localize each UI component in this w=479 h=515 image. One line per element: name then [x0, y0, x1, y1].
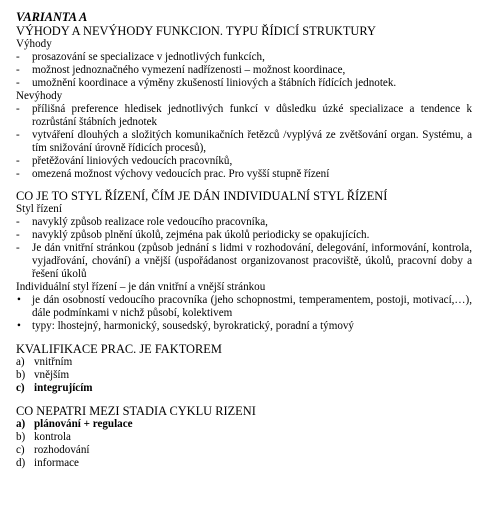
- spacer: [16, 181, 472, 189]
- list-item: - vytváření dlouhých a složitých komunikačních řetězců /vyplývá ze zvětšování organ. Systému, a tím snižování úrovně řídicích procesů),: [16, 129, 472, 154]
- list-item: • typy: lhostejný, harmonický, sousedský, byrokratický, poradní a týmový: [17, 320, 354, 332]
- list-item: - přílišná preference hledisek jednotlivých funkcí v důsledku úzké specializace a tendence k rozrůstání štábních jednotek: [16, 103, 472, 128]
- question-heading: KVALIFIKACE PRAC. JE FAKTOREM: [16, 342, 222, 356]
- dash-marker: -: [16, 51, 20, 63]
- answer-option: b) vnějším: [16, 369, 70, 381]
- dash-marker: -: [16, 64, 20, 76]
- question-heading: CO NEPATRI MEZI STADIA CYKLU RIZENI: [16, 404, 256, 418]
- dash-marker: -: [16, 168, 20, 180]
- list-item: - omezená možnost výchovy vedoucích prac. Pro vyšší stupně řízení: [16, 168, 330, 180]
- group-label: Styl řízení: [16, 203, 62, 215]
- spacer: [16, 333, 472, 342]
- bullet-marker: •: [17, 320, 21, 332]
- list-item: - umožnění koordinace a výměny zkušeností liniových a štábních řídících jednotek.: [16, 77, 397, 89]
- answer-option-correct: c) integrujícím: [16, 382, 93, 394]
- group-label: Nevýhody: [16, 90, 63, 102]
- dash-marker: -: [16, 103, 20, 115]
- dash-marker: -: [16, 129, 20, 141]
- list-item: - Je dán vnitřní stránkou (způsob jednání s lidmi v rozhodování, delegování, informování, kontrola, vyjadřování, chování) a vnější (uspořádanost organizovanost pracoviště, úkolů, pracovní doby a řešení úkolů: [16, 242, 472, 280]
- section-heading: CO JE TO STYL ŘÍZENÍ, ČÍM JE DÁN INDIVIDUALNÍ STYL ŘÍZENÍ: [16, 189, 388, 203]
- spacer: [16, 395, 472, 404]
- bullet-marker: •: [17, 294, 21, 306]
- answer-option-correct: a) plánování + regulace: [16, 418, 133, 430]
- answer-option: b) kontrola: [16, 431, 71, 443]
- dash-marker: -: [16, 242, 20, 254]
- group-label: Individuální styl řízení – je dán vnitřní a vnější stránkou: [16, 281, 266, 293]
- list-item: - prosazování se specializace v jednotlivých funkcích,: [16, 51, 265, 63]
- dash-marker: -: [16, 229, 20, 241]
- dash-marker: -: [16, 216, 20, 228]
- group-label: Výhody: [16, 38, 52, 50]
- list-item: - navyklý způsob plnění úkolů, zejména pak úkolů periodicky se opakujících.: [16, 229, 370, 241]
- answer-option: c) rozhodování: [16, 444, 90, 456]
- list-item: • je dán osobností vedoucího pracovníka (jeho schopnostmi, temperamentem, postoji, motivací,…), dále podmínkami v nichž působí, kolektivem: [17, 294, 472, 319]
- answer-option: a) vnitřním: [16, 356, 73, 368]
- list-item: - navyklý způsob realizace role vedoucího pracovníka,: [16, 216, 268, 228]
- document-page: [16, 10, 472, 470]
- list-item: - přetěžování liniových vedoucích pracovníků,: [16, 155, 233, 167]
- list-item: - možnost jednoznačného vymezení nadřízenosti – možnost koordinace,: [16, 64, 346, 76]
- dash-marker: -: [16, 155, 20, 167]
- variant-title: VARIANTA A: [16, 10, 88, 24]
- dash-marker: -: [16, 77, 20, 89]
- section-heading: VÝHODY A NEVÝHODY FUNKCION. TYPU ŘÍDICÍ STRUKTURY: [16, 24, 376, 38]
- answer-option: d) informace: [16, 457, 79, 469]
